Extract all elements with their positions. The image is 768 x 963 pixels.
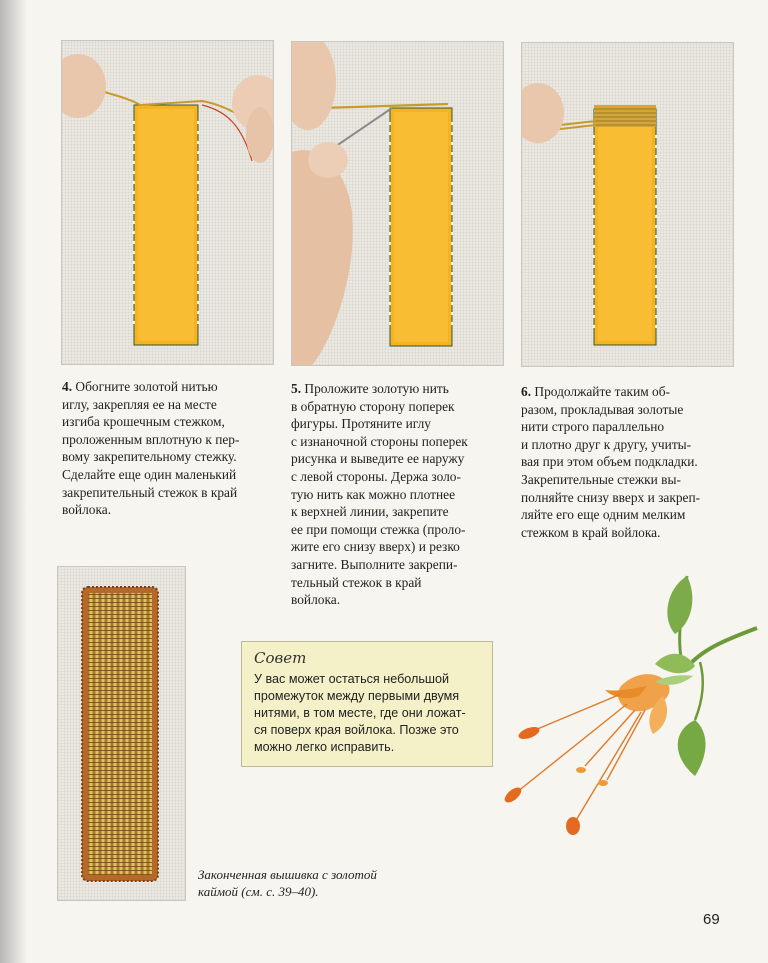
step-5-text: 5. Проложите золотую нить в обратную сторону поперек фигуры. Протяните иглу с изнаночной стороны поперек рисунка и выведите ее наружу с левой стороны. Держа золо- тую нить как можно плотнее к верхней линии, закрепите ее при помощи стежка (проло- жите его снизу вверх) и резко загните. Выполните закрепи- тельный стежок в край войлока. xyxy=(291,381,468,608)
fuchsia-illustration xyxy=(495,570,765,840)
photo-caption: Законченная вышивка с золотой каймой (см. с. 39–40). xyxy=(198,867,377,899)
step-6-text: 6. Продолжайте таким об- разом, прокладывая золотые нити строго параллельно и плотно друг к другу, учиты- вая при этом объем подкладки. Закрепительные стежки вы- полняйте снизу вверх и закреп- ляйте его еще одним мелким стежком в край войлока. xyxy=(521,384,701,540)
step-6-photo xyxy=(521,42,734,367)
tip-text: У вас может остаться небольшой промежуток между первыми двумя нитями, в том месте, где они ложат- ся поверх края войлока. Позже это можно легко исправить. xyxy=(254,672,466,754)
tip-title: Совет xyxy=(254,649,307,667)
tip-box xyxy=(241,641,493,767)
finished-embroidery-photo xyxy=(57,566,186,901)
page-number: 69 xyxy=(703,911,720,928)
page-gutter-shadow xyxy=(0,0,26,963)
step-5-photo xyxy=(291,41,504,366)
step-4-photo xyxy=(61,40,274,365)
step-4-text: 4. Обогните золотой нитью иглу, закрепляя ее на месте изгиба крошечным стежком, проложенным вплотную к пер- вому закрепительному стежку. Сделайте еще один маленький закрепительный стежок в край войлока. xyxy=(62,379,240,518)
